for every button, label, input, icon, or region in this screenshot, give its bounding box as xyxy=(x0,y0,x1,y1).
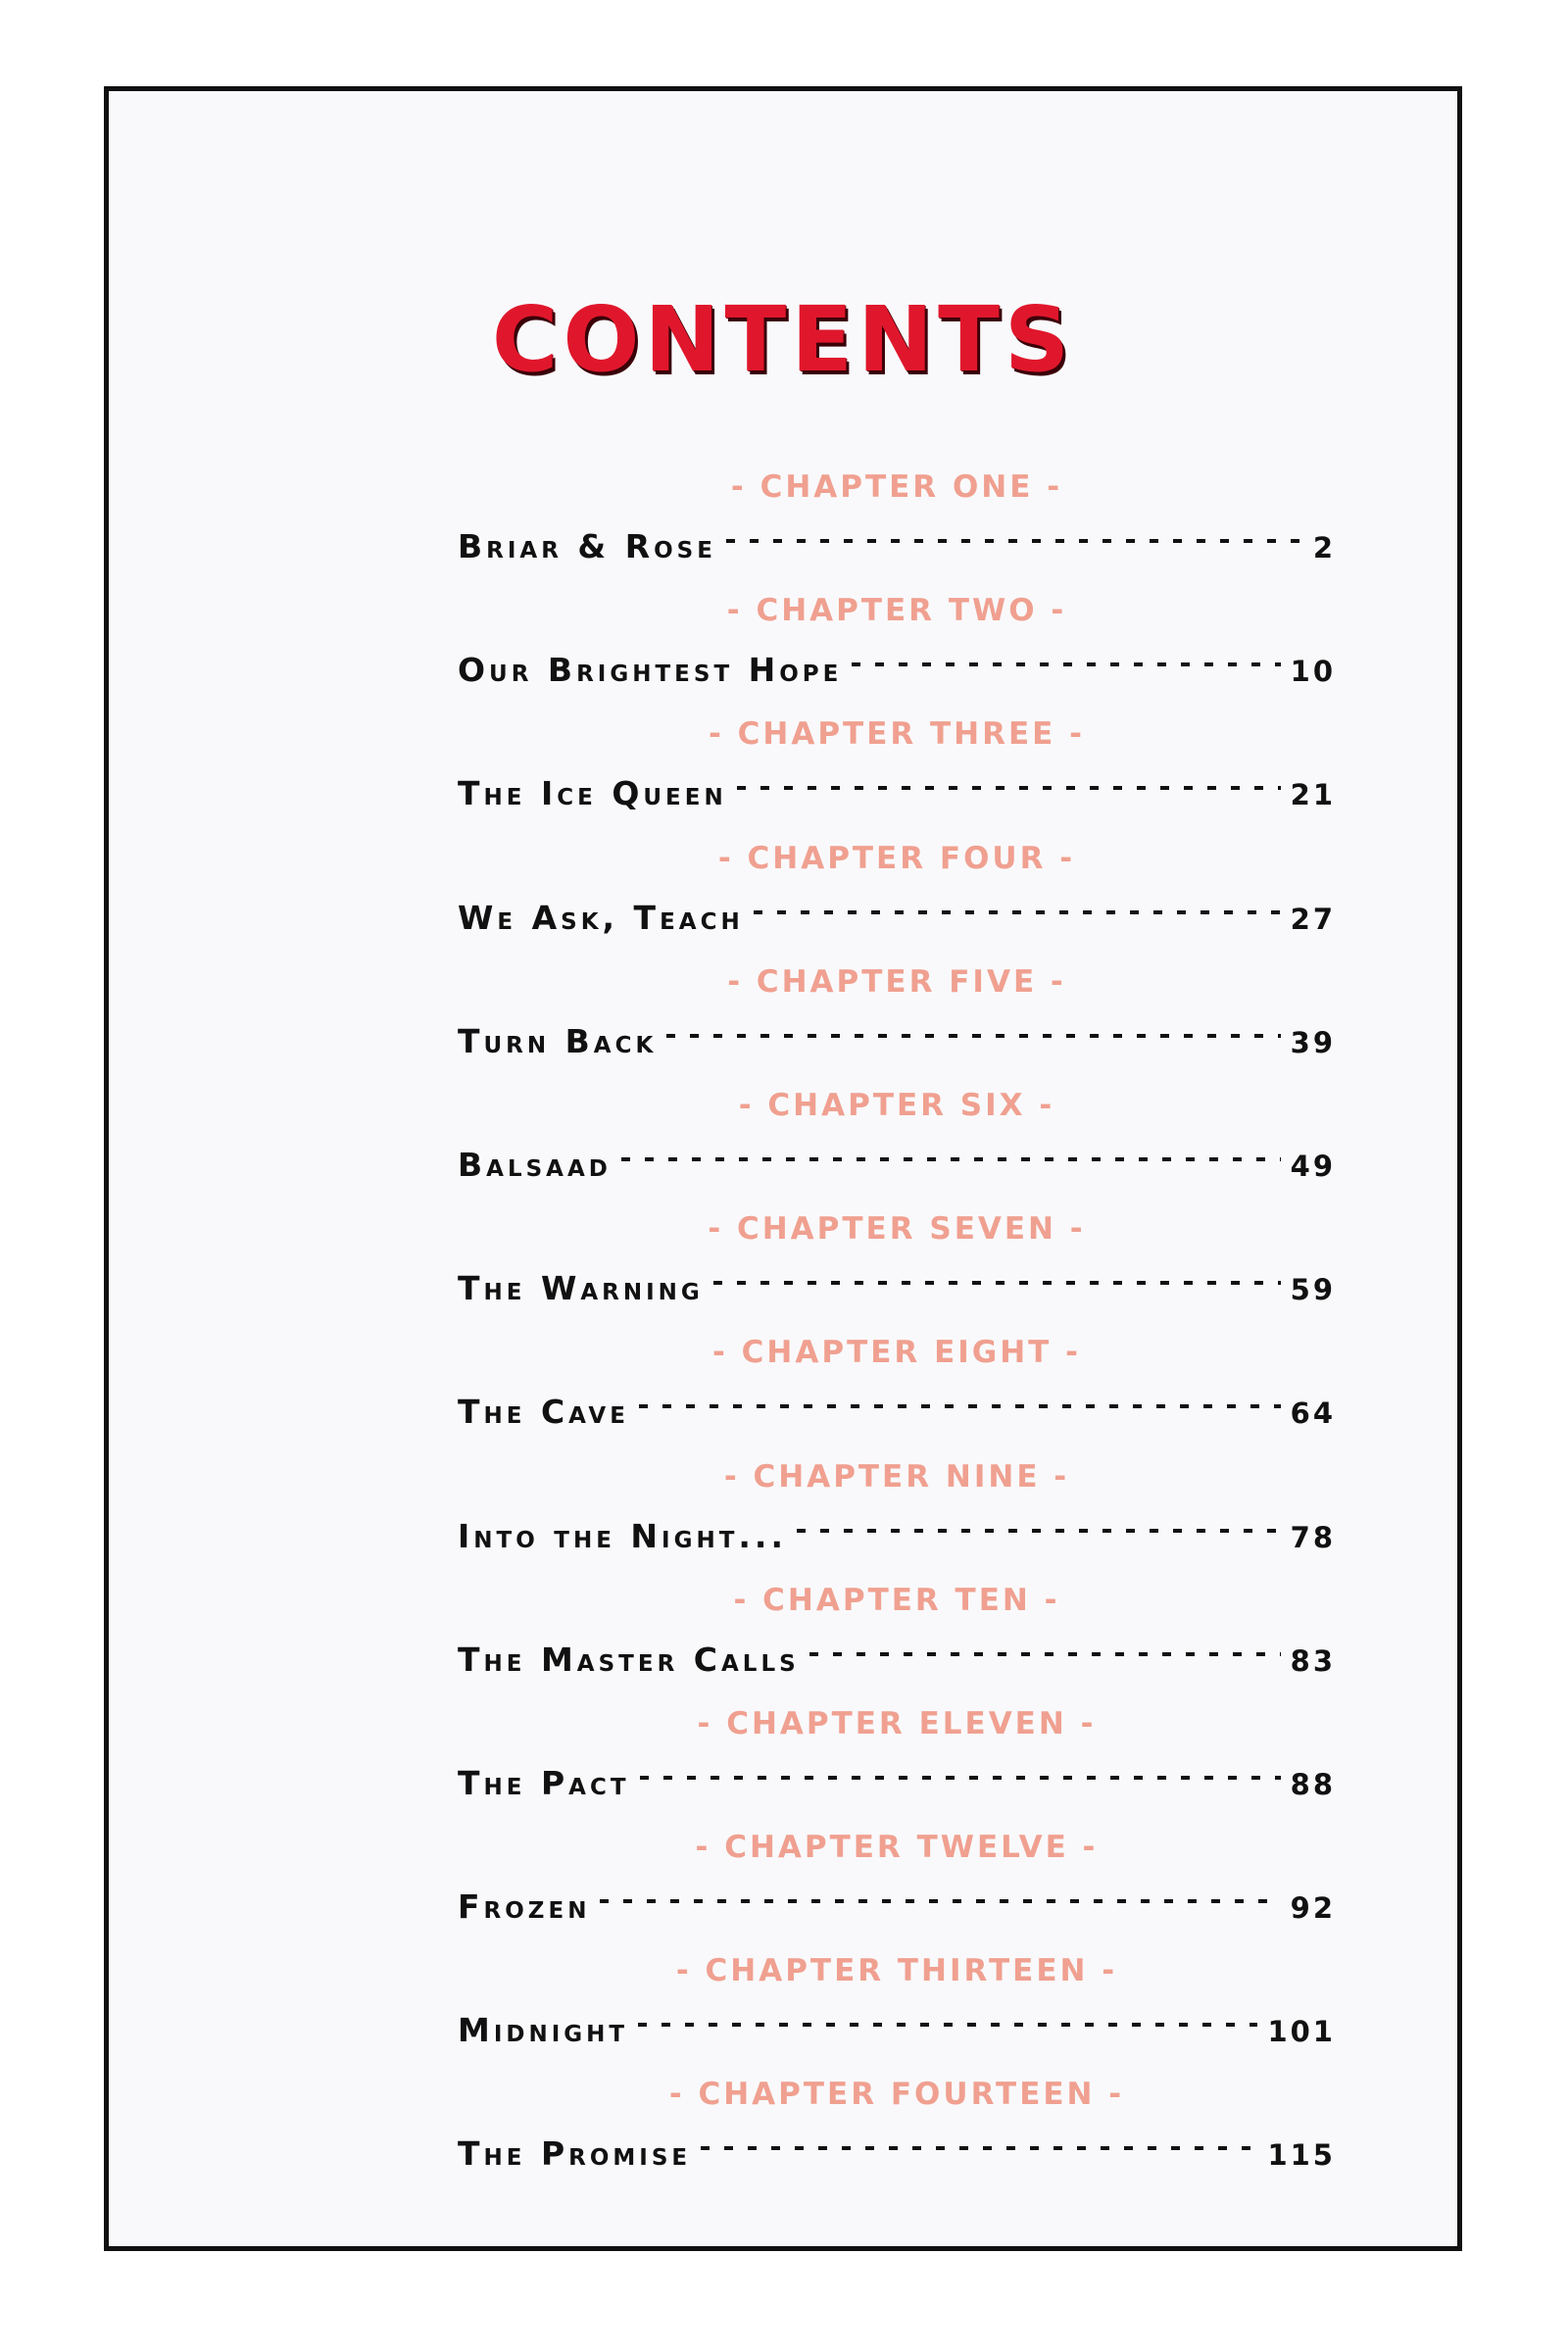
page-number: 92 xyxy=(1290,1891,1336,1926)
chapter-title: We Ask, Teach xyxy=(458,898,744,937)
chapter-title: The Pact xyxy=(458,1763,630,1802)
entry-line xyxy=(458,1502,1336,1555)
chapter-title: The Promise xyxy=(458,2134,692,2174)
toc-entry-2[interactable] xyxy=(458,591,1336,714)
dot-leader xyxy=(640,1749,1281,1794)
entry-line xyxy=(458,1254,1336,1308)
page-number: 2 xyxy=(1312,531,1336,564)
page-number: 39 xyxy=(1290,1025,1336,1059)
page-number: 78 xyxy=(1290,1520,1336,1554)
page-number: 21 xyxy=(1290,778,1336,812)
toc-entry-7[interactable] xyxy=(458,1209,1336,1333)
dot-leader xyxy=(737,760,1281,805)
chapter-label: - CHAPTER SEVEN - xyxy=(708,1211,1086,1248)
page-number: 10 xyxy=(1290,655,1336,689)
chapter-label: - CHAPTER ONE - xyxy=(730,469,1063,505)
entry-line xyxy=(458,1626,1336,1679)
entry-line xyxy=(458,2120,1336,2174)
dot-leader xyxy=(666,1007,1280,1053)
entry-line xyxy=(458,1131,1336,1184)
toc-entry-13[interactable] xyxy=(458,1951,1336,2075)
chapter-label: - CHAPTER FOUR - xyxy=(717,840,1076,876)
chapter-title: Midnight xyxy=(458,2011,629,2050)
page-number: 27 xyxy=(1290,902,1336,936)
page-number: 59 xyxy=(1290,1273,1336,1307)
dot-leader xyxy=(638,1996,1257,2041)
chapter-label: - CHAPTER THIRTEEN - xyxy=(675,1953,1118,1989)
chapter-label: - CHAPTER NINE - xyxy=(723,1458,1070,1494)
toc-entry-5[interactable] xyxy=(458,962,1336,1086)
toc-entry-14[interactable] xyxy=(458,2075,1336,2198)
chapter-label: - CHAPTER EIGHT - xyxy=(712,1335,1081,1371)
toc-entry-1[interactable] xyxy=(458,467,1336,591)
chapter-title: The Cave xyxy=(458,1393,629,1432)
toc-entry-6[interactable] xyxy=(458,1086,1336,1209)
page-number: 115 xyxy=(1267,2138,1336,2173)
dot-leader xyxy=(713,1254,1281,1299)
toc-entry-12[interactable] xyxy=(458,1828,1336,1951)
chapter-title: Briar & Rose xyxy=(458,527,716,565)
page-number: 88 xyxy=(1290,1767,1336,1801)
table-of-contents xyxy=(458,467,1336,2199)
toc-entry-9[interactable] xyxy=(458,1457,1336,1581)
chapter-label: - CHAPTER SIX - xyxy=(738,1087,1055,1123)
chapter-title: Into the Night... xyxy=(458,1516,787,1555)
page-number: 101 xyxy=(1267,2015,1336,2049)
chapter-label: - CHAPTER THREE - xyxy=(708,716,1086,753)
dot-leader xyxy=(809,1626,1281,1671)
toc-entry-11[interactable] xyxy=(458,1704,1336,1828)
chapter-title: Our Brightest Hope xyxy=(458,651,843,690)
dot-leader xyxy=(726,513,1303,558)
chapter-label: - CHAPTER TEN - xyxy=(733,1582,1060,1618)
page-number: 64 xyxy=(1290,1396,1336,1431)
dot-leader xyxy=(701,2120,1257,2165)
toc-entry-10[interactable] xyxy=(458,1581,1336,1704)
toc-entry-4[interactable] xyxy=(458,839,1336,962)
dot-leader xyxy=(639,1378,1281,1423)
page-number: 83 xyxy=(1290,1643,1336,1678)
chapter-title: The Warning xyxy=(458,1269,704,1308)
chapter-label: - CHAPTER ELEVEN - xyxy=(697,1705,1097,1741)
entry-line xyxy=(458,1378,1336,1432)
dot-leader xyxy=(754,884,1281,929)
entry-line xyxy=(458,513,1336,565)
chapter-label: - CHAPTER TWELVE - xyxy=(695,1830,1099,1866)
page-number: 49 xyxy=(1290,1149,1336,1183)
chapter-label: - CHAPTER FOURTEEN - xyxy=(668,2077,1125,2113)
page-title: CONTENTS xyxy=(491,287,1075,392)
chapter-title: The Master Calls xyxy=(458,1640,800,1679)
entry-line xyxy=(458,1873,1336,1927)
entry-line xyxy=(458,1007,1336,1060)
chapter-title: The Ice Queen xyxy=(458,774,727,813)
dot-leader xyxy=(797,1502,1281,1547)
toc-entry-8[interactable] xyxy=(458,1333,1336,1456)
dot-leader xyxy=(600,1873,1280,1918)
chapter-label: - CHAPTER FIVE - xyxy=(727,963,1066,1000)
toc-entry-3[interactable] xyxy=(458,714,1336,838)
chapter-title: Balsaad xyxy=(458,1145,612,1184)
chapter-label: - CHAPTER TWO - xyxy=(726,593,1067,629)
entry-line xyxy=(458,1749,1336,1802)
entry-line xyxy=(458,760,1336,813)
chapter-title: Turn Back xyxy=(458,1021,658,1060)
entry-line xyxy=(458,636,1336,690)
entry-line xyxy=(458,1996,1336,2050)
dot-leader xyxy=(852,636,1280,681)
chapter-title: Frozen xyxy=(458,1887,591,1927)
entry-line xyxy=(458,884,1336,937)
page-frame xyxy=(104,86,1462,2251)
dot-leader xyxy=(621,1131,1281,1176)
